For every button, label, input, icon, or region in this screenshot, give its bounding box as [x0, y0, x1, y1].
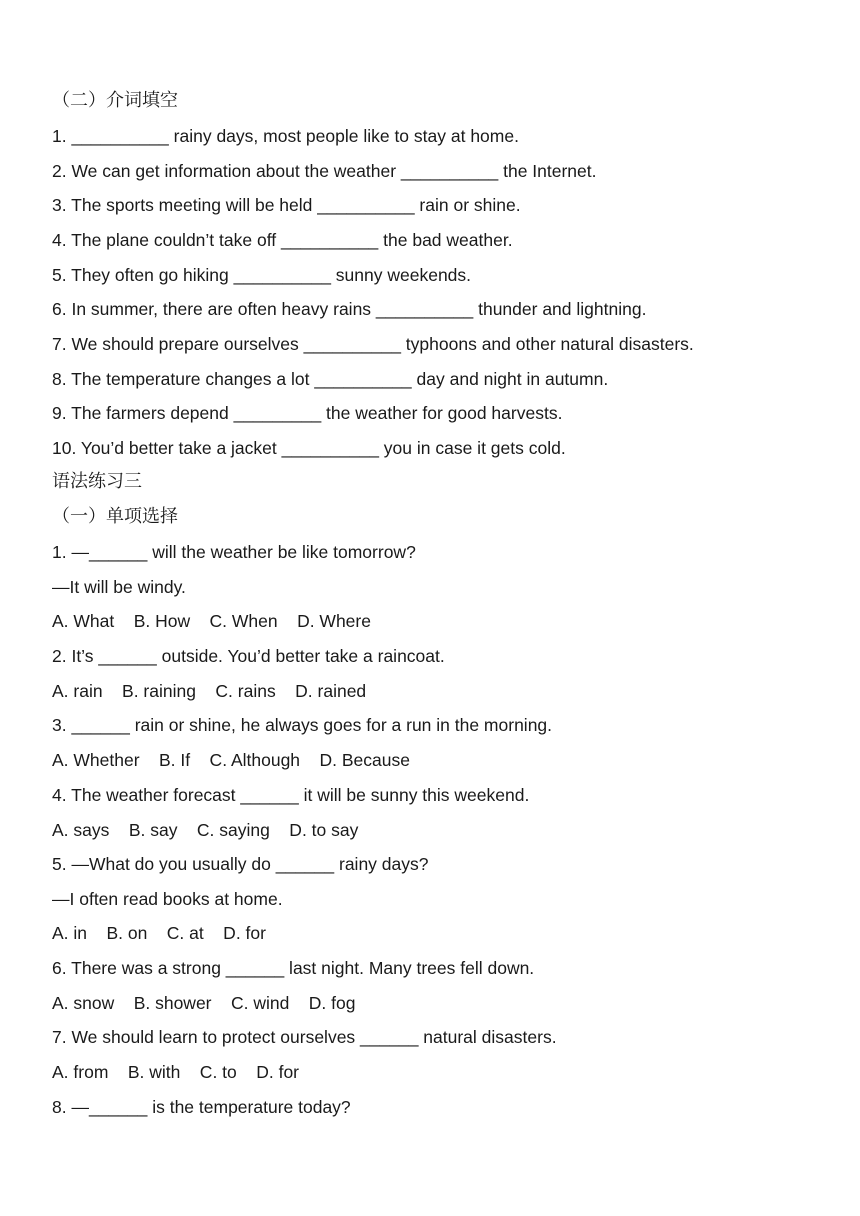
question-line: 4. The weather forecast ______ it will be sunny this weekend. [52, 785, 530, 805]
section-heading-multiple-choice: （一）单项选择 [52, 506, 178, 527]
question-line: 6. In summer, there are often heavy rains __________ thunder and lightning. [52, 299, 647, 319]
question-line: 1. __________ rainy days, most people like to stay at home. [52, 126, 519, 146]
options-line: A. from B. with C. to D. for [52, 1062, 299, 1082]
answer-line: —It will be windy. [52, 577, 186, 597]
question-line: 10. You’d better take a jacket __________ you in case it gets cold. [52, 438, 566, 458]
options-line: A. in B. on C. at D. for [52, 923, 266, 943]
question-line: 6. There was a strong ______ last night. Many trees fell down. [52, 958, 535, 978]
question-line: 5. They often go hiking __________ sunny weekends. [52, 265, 472, 285]
question-line: 4. The plane couldn’t take off __________ the bad weather. [52, 230, 513, 250]
section-heading-prepositions: （二）介词填空 [52, 90, 178, 111]
question-line: 2. It’s ______ outside. You’d better take a raincoat. [52, 646, 445, 666]
question-line: 5. —What do you usually do ______ rainy days? [52, 854, 429, 874]
options-line: A. rain B. raining C. rains D. rained [52, 681, 367, 701]
question-line: 7. We should prepare ourselves __________ typhoons and other natural disasters. [52, 334, 694, 354]
options-line: A. snow B. shower C. wind D. fog [52, 993, 356, 1013]
question-line: 8. The temperature changes a lot __________ day and night in autumn. [52, 369, 609, 389]
question-line: 3. The sports meeting will be held __________ rain or shine. [52, 195, 521, 215]
question-line: 8. —______ is the temperature today? [52, 1097, 351, 1117]
options-line: A. says B. say C. saying D. to say [52, 820, 359, 840]
options-line: A. Whether B. If C. Although D. Because [52, 750, 410, 770]
question-line: 7. We should learn to protect ourselves ______ natural disasters. [52, 1027, 557, 1047]
question-line: 3. ______ rain or shine, he always goes for a run in the morning. [52, 715, 553, 735]
question-line: 1. —______ will the weather be like tomorrow? [52, 542, 416, 562]
question-line: 9. The farmers depend _________ the weather for good harvests. [52, 403, 563, 423]
question-line: 2. We can get information about the weather __________ the Internet. [52, 161, 597, 181]
answer-line: —I often read books at home. [52, 889, 283, 909]
grammar-practice-title: 语法练习三 [52, 471, 142, 492]
options-line: A. What B. How C. When D. Where [52, 611, 371, 631]
